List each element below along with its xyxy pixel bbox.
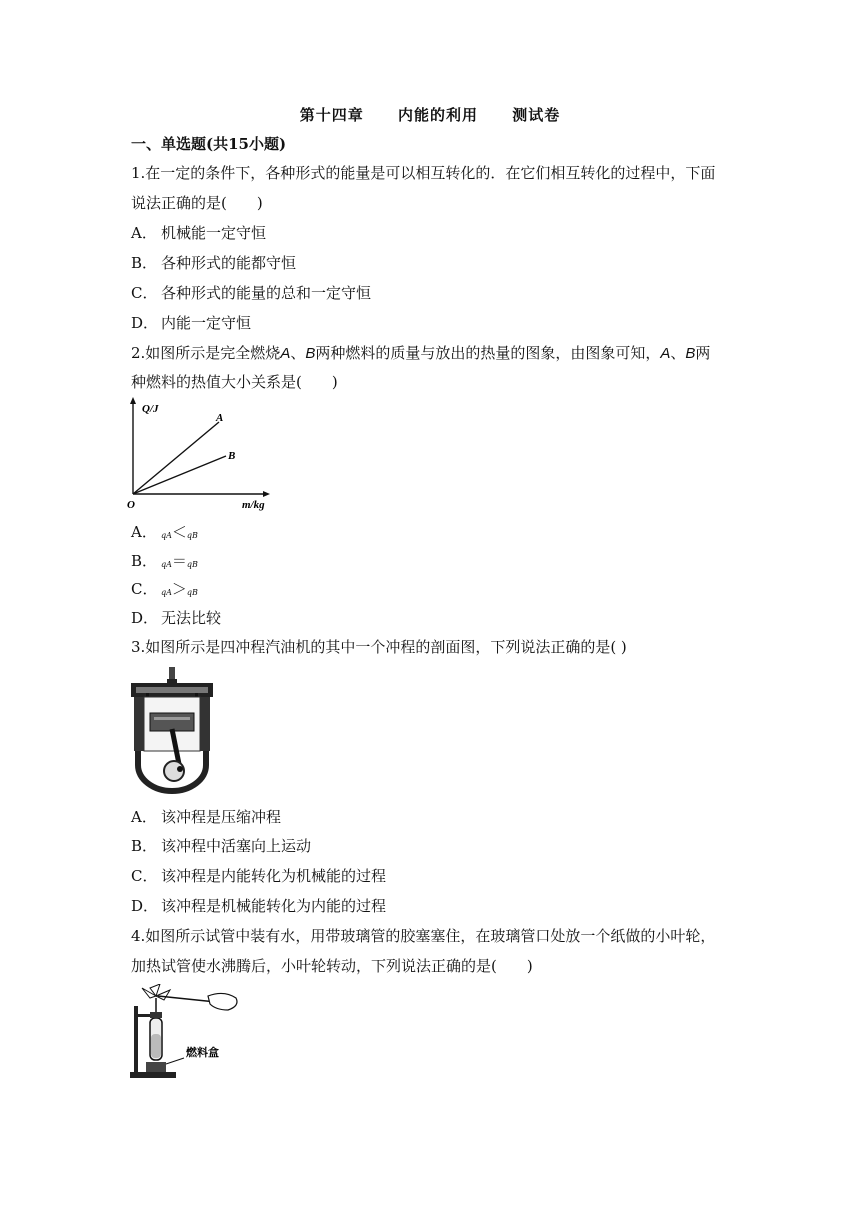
title-chapter: 第十四章 [299,106,364,124]
y-axis-arrow [130,397,136,404]
q2-graph [124,396,274,514]
q2-fuel-a: A [660,345,671,362]
q3-option-a[interactable] [131,806,281,828]
page-title [0,104,860,125]
q4-stem-line2: 加热试管使水沸腾后，小叶轮转动，下列说法正确的是( ) [131,957,533,975]
q2-option-a[interactable] [131,521,198,547]
q3-option-b[interactable] [131,835,311,857]
q2-option-c[interactable] [131,578,198,604]
option-left: qA [161,588,172,597]
q1-option-c[interactable] [131,282,371,304]
title-kind: 测试卷 [512,106,561,124]
q2-option-d[interactable] [131,607,221,629]
option-left: qA [161,531,172,540]
q1-stem-line1: 1.在一定的条件下，各种形式的能量是可以相互转化的．在它们相互转化的过程中，下面 [131,164,716,182]
section-heading: 一、单选题(共15小题) [131,135,287,153]
q2-stem-part: 2.如图所示是完全燃烧 [131,344,281,362]
q1-option-a[interactable] [131,222,266,244]
q2-option-b[interactable] [131,550,198,576]
x-axis-label: m/kg [242,499,265,511]
option-op: ＞ [171,580,187,598]
origin-label: O [127,499,135,511]
test-tube-apparatus-icon [128,984,248,1088]
option-text: 各种形式的能量的总和一定守恒 [161,284,372,302]
q3-stem: 3.如图所示是四冲程汽油机的其中一个冲程的剖面图，下列说法正确的是( ) [131,638,627,656]
option-text: 内能一定守恒 [161,314,252,332]
q2-sep: 、 [670,344,686,362]
q2-stem-line2: 种燃料的热值大小关系是( ) [131,373,338,391]
option-op: ＝ [171,552,187,570]
option-letter: D． [131,314,159,332]
q3-option-c[interactable] [131,865,386,887]
q2-fuel-a: A [280,345,291,362]
option-text: 该冲程是内能转化为机械能的过程 [161,867,387,885]
option-text: 该冲程是压缩冲程 [161,808,282,826]
q2-graph-figure [124,396,274,518]
x-axis-arrow [263,491,270,497]
option-text: 机械能一定守恒 [161,224,267,242]
title-topic: 内能的利用 [397,106,478,124]
option-letter: A． [131,523,157,541]
q1-stem-line2: 说法正确的是( ) [131,194,263,212]
option-right: qB [186,560,198,569]
q2-stem-line1 [131,342,710,365]
line-b-label: B [228,450,236,462]
option-op: ＜ [171,523,187,541]
q4-apparatus-figure [128,984,248,1092]
q3-option-d[interactable] [131,895,386,917]
fuel-box-label: 燃料盒 [186,1047,219,1059]
option-text: 各种形式的能都守恒 [161,254,297,272]
q2-fuel-b: B [685,345,696,362]
option-right: qB [186,531,198,540]
option-letter: C． [131,867,158,885]
option-letter: D． [131,609,159,627]
q2-fuel-b: B [305,345,316,362]
q1-option-d[interactable] [131,312,251,334]
option-text: 无法比较 [161,609,222,627]
line-a [133,422,219,494]
q2-stem-part: 两 [695,344,711,362]
option-letter: C． [131,580,158,598]
q2-sep: 、 [290,344,306,362]
engine-cross-section-icon [128,665,218,795]
option-text: 该冲程中活塞向上运动 [161,837,312,855]
line-b [133,456,226,494]
option-letter: B． [131,254,158,272]
option-letter: D． [131,897,159,915]
option-letter: A． [131,224,157,242]
q4-stem-line1: 4.如图所示试管中装有水，用带玻璃管的胶塞塞住，在玻璃管口处放一个纸做的小叶轮， [131,927,716,945]
option-letter: A． [131,808,157,826]
y-axis-label: Q/J [142,403,159,415]
option-text: 该冲程是机械能转化为内能的过程 [161,897,387,915]
q2-stem-part: 两种燃料的质量与放出的热量的图象，由图象可知， [315,344,661,362]
option-letter: C． [131,284,158,302]
line-a-label: A [216,412,224,424]
option-right: qB [186,588,198,597]
q3-engine-figure [128,665,218,799]
option-left: qA [161,560,172,569]
option-letter: B． [131,837,158,855]
q1-option-b[interactable] [131,252,296,274]
option-letter: B． [131,552,158,570]
